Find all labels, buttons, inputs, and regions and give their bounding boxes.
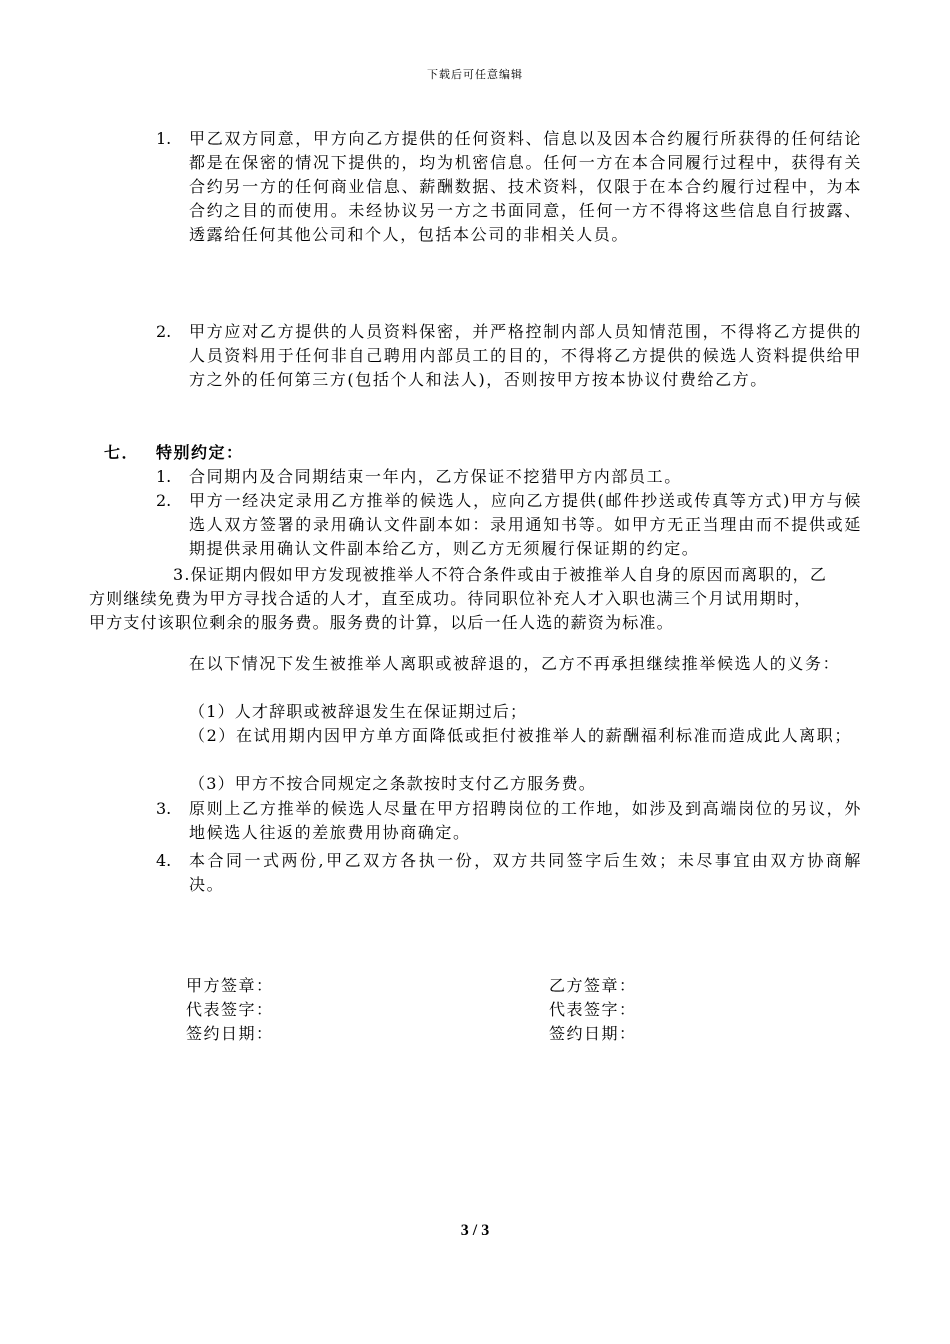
list-item-number: 3. <box>156 799 172 818</box>
list-item-number: 4. <box>156 851 172 870</box>
party-b-rep-label: 代表签字： <box>549 1000 637 1019</box>
exceptions-intro: 在以下情况下发生被推举人离职或被辞退的，乙方不再承担继续推举候选人的义务： <box>189 654 841 673</box>
confidentiality-clause-2: 甲方应对乙方提供的人员资料保密，并严格控制内部人员知情范围，不得将乙方提供的人员资料用于任何非自己聘用内部员工的目的，不得将乙方提供的候选人资料提供给甲方之外的任何第三方(包括个人和法人)，否则按甲方按本协议付费给乙方。 <box>189 322 862 389</box>
exception-condition-2: （2）在试用期内因甲方单方面降低或拒付被推举人的薪酬福利标准而造成此人离职； <box>189 726 852 745</box>
list-item-number: 1. <box>156 467 172 486</box>
list-item-number: 2. <box>156 491 172 510</box>
party-a-date-label: 签约日期： <box>186 1024 274 1043</box>
guarantee-clause-line-2: 方则继续免费为甲方寻找合适的人才，直至成功。待同职位补充人才入职也满三个月试用期时， <box>89 589 812 608</box>
guarantee-clause-line-1: 3.保证期内假如甲方发现被推举人不符合条件或由于被推举人自身的原因而离职的，乙 <box>173 565 828 584</box>
exception-condition-1: （1）人才辞职或被辞退发生在保证期过后； <box>189 702 528 721</box>
exception-condition-3: （3）甲方不按合同规定之条款按时支付乙方服务费。 <box>189 774 596 793</box>
list-item-number: 1. <box>156 129 172 148</box>
special-clause-2: 甲方一经决定录用乙方推举的候选人，应向乙方提供(邮件抄送或传真等方式)甲方与候选人双方签署的录用确认文件副本如：录用通知书等。如甲方无正当理由而不提供或延期提供录用确认文件副本给乙方，则乙方无须履行保证期的约定。 <box>189 491 862 558</box>
party-b-date-label: 签约日期： <box>549 1024 637 1043</box>
section-number: 七． <box>104 443 140 462</box>
party-b-seal-label: 乙方签章： <box>549 976 637 995</box>
party-a-rep-label: 代表签字： <box>186 1000 274 1019</box>
special-clause-4: 本合同一式两份,甲乙双方各执一份，双方共同签字后生效；未尽事宜由双方协商解决。 <box>189 851 862 894</box>
party-a-seal-label: 甲方签章： <box>186 976 274 995</box>
page-number: 3 / 3 <box>460 1222 490 1239</box>
list-item-number: 2. <box>156 322 172 341</box>
section-title: 特别约定： <box>156 443 244 462</box>
guarantee-clause-line-3: 甲方支付该职位剩余的服务费。服务费的计算，以后一任人选的薪资为标准。 <box>89 613 674 632</box>
page-header: 下载后可任意编辑 <box>427 68 523 81</box>
special-clause-3: 原则上乙方推举的候选人尽量在甲方招聘岗位的工作地，如涉及到高端岗位的另议，外地候选人往返的差旅费用协商确定。 <box>189 799 862 842</box>
confidentiality-clause-1: 甲乙双方同意，甲方向乙方提供的任何资料、信息以及因本合约履行所获得的任何结论都是在保密的情况下提供的，均为机密信息。任何一方在本合同履行过程中，获得有关合约另一方的任何商业信息、薪酬数据、技术资料，仅限于在本合约履行过程中，为本合约之目的而使用。未经协议另一方之书面同意，任何一方不得将这些信息自行披露、透露给任何其他公司和个人，包括本公司的非相关人员。 <box>189 129 862 244</box>
special-clause-1: 合同期内及合同期结束一年内，乙方保证不挖猎甲方内部员工。 <box>189 467 682 486</box>
